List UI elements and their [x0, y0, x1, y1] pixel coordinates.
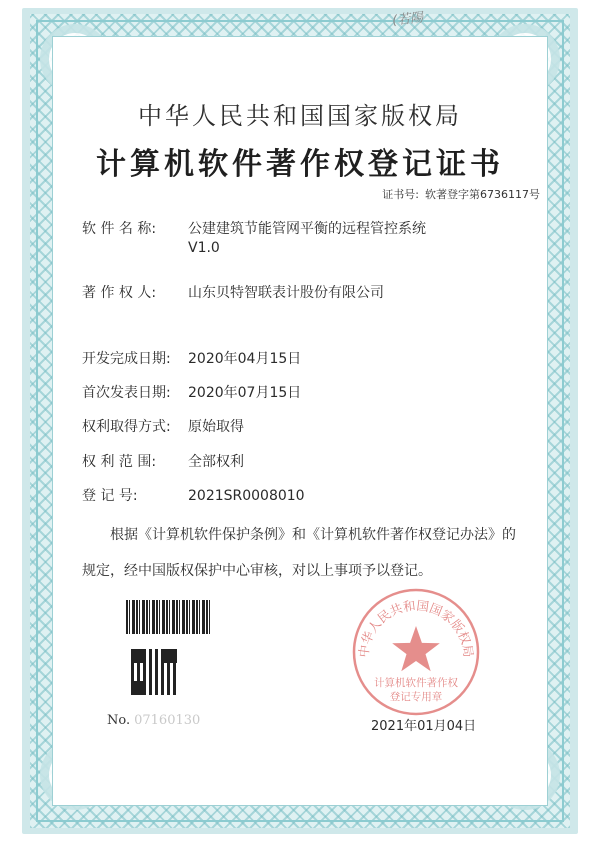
software-version: V1.0 [188, 240, 220, 256]
barcode-icon [126, 600, 210, 634]
official-seal [350, 586, 482, 718]
field-label: 登 记 号: [82, 488, 138, 504]
certificate-number [376, 186, 540, 202]
field-owner [82, 282, 384, 302]
seal-arc-text: 中华人民共和国国家版权局 [355, 597, 477, 659]
body-line-1-text: 根据《计算机软件保护条例》和《计算机软件著作权登记办法》的 [110, 527, 516, 543]
qr-code-icon [131, 649, 177, 695]
seal-inner-line-2: 登记专用章 [389, 691, 443, 703]
body-paragraph [82, 517, 522, 589]
field-rights-scope [82, 451, 244, 471]
field-value: 全部权利 [188, 454, 244, 470]
field-label: 权 利 范 围: [82, 454, 157, 470]
certificate-title: 计算机软件著作权登记证书 [96, 147, 504, 182]
issuer-title: 中华人民共和国国家版权局 [138, 102, 462, 130]
certificate-number-label: 证书号: [382, 188, 419, 201]
field-label: 软 件 名 称: [82, 221, 157, 237]
issue-date: 2021年01月04日 [371, 719, 477, 734]
body-line-1 [82, 517, 522, 553]
field-acquire-method [82, 416, 244, 436]
field-software-name [82, 218, 426, 256]
certificate-number-value: 软著登字第6736117号 [425, 188, 540, 201]
serial-label: No. [107, 713, 131, 728]
field-value: 原始取得 [188, 419, 244, 435]
field-registration-number [82, 485, 305, 505]
star-icon [392, 626, 440, 671]
field-value: 2020年04月15日 [188, 351, 302, 367]
field-label: 著 作 权 人: [82, 285, 157, 301]
field-value: 2020年07月15日 [188, 385, 302, 401]
field-publish-date [82, 382, 301, 402]
field-value: 公建建筑节能管网平衡的远程管控系统 [188, 221, 426, 237]
field-label: 权利取得方式: [82, 419, 171, 435]
field-label: 首次发表日期: [82, 385, 171, 401]
seal-inner-line-1: 计算机软件著作权 [374, 677, 458, 689]
body-line-2: 规定，经中国版权保护中心审核，对以上事项予以登记。 [82, 563, 432, 579]
serial-value: 07160130 [134, 713, 201, 728]
field-value: 山东贝特智联表计股份有限公司 [188, 285, 384, 301]
field-dev-date [82, 348, 301, 368]
handwritten-note: (若陽 [391, 10, 424, 29]
field-label: 开发完成日期: [82, 351, 171, 367]
field-value: 2021SR0008010 [188, 488, 305, 504]
serial-number [107, 713, 200, 728]
